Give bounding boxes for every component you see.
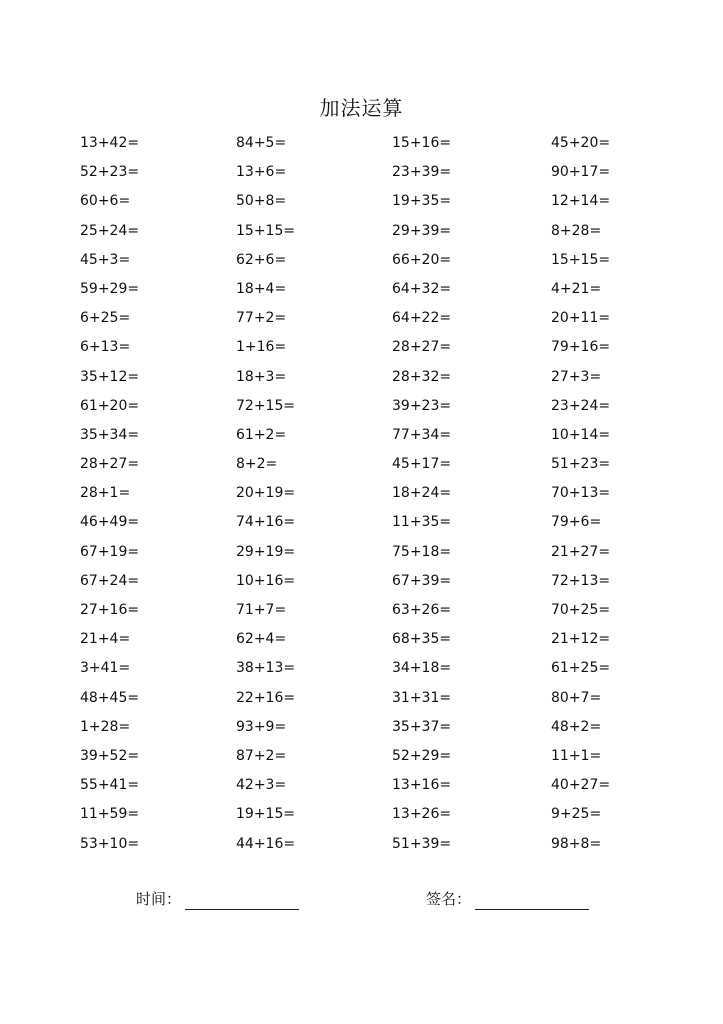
problem-item: 44+16= <box>236 835 296 852</box>
problem-item: 10+14= <box>551 426 611 443</box>
problem-row <box>0 394 723 423</box>
problem-item: 70+25= <box>551 602 611 618</box>
problem-row <box>0 335 723 364</box>
problem-item: 22+16= <box>236 689 296 706</box>
problem-row <box>0 744 723 773</box>
problem-row <box>0 131 723 160</box>
problem-item: 79+16= <box>551 339 611 356</box>
problem-row <box>0 715 723 744</box>
problem-item: 46+49= <box>80 514 140 531</box>
problem-item: 45+17= <box>392 456 452 473</box>
problem-row <box>0 569 723 598</box>
footer <box>0 888 723 912</box>
problem-item: 25+24= <box>80 222 140 239</box>
problem-item: 34+18= <box>392 660 452 677</box>
problem-item: 71+7= <box>236 602 287 618</box>
problem-item: 13+16= <box>392 777 452 794</box>
problem-item: 13+42= <box>80 135 140 151</box>
problem-item: 27+16= <box>80 602 140 618</box>
problem-item: 28+1= <box>80 485 131 502</box>
problem-item: 51+23= <box>551 456 611 473</box>
problem-item: 66+20= <box>392 251 452 268</box>
problem-item: 15+15= <box>236 222 296 239</box>
problem-item: 38+13= <box>236 660 296 677</box>
problem-item: 29+19= <box>236 543 296 560</box>
problem-item: 18+3= <box>236 368 287 385</box>
problem-item: 51+39= <box>392 835 452 852</box>
problem-item: 31+31= <box>392 689 452 706</box>
problem-item: 45+20= <box>551 135 611 151</box>
problem-item: 23+39= <box>392 164 452 181</box>
problem-item: 62+6= <box>236 251 287 268</box>
problem-item: 1+16= <box>236 339 287 356</box>
signature-field <box>426 888 589 910</box>
problem-item: 40+27= <box>551 777 611 794</box>
problem-row <box>0 598 723 627</box>
time-label: 时间： <box>136 890 182 908</box>
problem-item: 61+20= <box>80 397 140 414</box>
problem-item: 12+14= <box>551 193 611 210</box>
signature-blank-line <box>475 893 589 910</box>
problem-row <box>0 189 723 218</box>
problem-item: 80+7= <box>551 689 602 706</box>
problem-item: 29+39= <box>392 222 452 239</box>
problem-item: 21+12= <box>551 631 611 648</box>
problem-item: 4+21= <box>551 280 602 297</box>
problem-item: 77+2= <box>236 310 287 327</box>
problem-item: 28+32= <box>392 368 452 385</box>
problem-item: 20+11= <box>551 310 611 327</box>
problem-item: 39+52= <box>80 747 140 764</box>
problem-item: 98+8= <box>551 835 602 852</box>
problem-row <box>0 773 723 802</box>
problem-item: 27+3= <box>551 368 602 385</box>
problem-item: 19+35= <box>392 193 452 210</box>
problem-row <box>0 832 723 861</box>
problem-row <box>0 686 723 715</box>
problem-item: 8+28= <box>551 222 602 239</box>
problem-item: 67+24= <box>80 572 140 589</box>
problem-item: 77+34= <box>392 426 452 443</box>
problem-row <box>0 540 723 569</box>
problem-item: 87+2= <box>236 747 287 764</box>
page-title: 加法运算 <box>319 96 404 120</box>
problem-item: 9+25= <box>551 806 602 823</box>
problem-item: 55+41= <box>80 777 140 794</box>
problem-item: 50+8= <box>236 193 287 210</box>
problem-row <box>0 510 723 539</box>
problem-item: 15+16= <box>392 135 452 151</box>
problem-row <box>0 277 723 306</box>
problem-item: 48+2= <box>551 718 602 735</box>
problem-item: 52+29= <box>392 747 452 764</box>
problem-item: 53+10= <box>80 835 140 852</box>
problem-item: 28+27= <box>392 339 452 356</box>
problem-item: 60+6= <box>80 193 131 210</box>
problem-row <box>0 423 723 452</box>
problem-item: 67+19= <box>80 543 140 560</box>
problem-item: 64+32= <box>392 280 452 297</box>
problem-item: 18+24= <box>392 485 452 502</box>
problem-item: 8+2= <box>236 456 278 473</box>
problem-row <box>0 656 723 685</box>
problem-row <box>0 365 723 394</box>
problem-item: 74+16= <box>236 514 296 531</box>
problem-item: 39+23= <box>392 397 452 414</box>
problem-item: 70+13= <box>551 485 611 502</box>
problem-item: 68+35= <box>392 631 452 648</box>
problem-row <box>0 452 723 481</box>
problem-item: 75+18= <box>392 543 452 560</box>
problem-row <box>0 160 723 189</box>
problem-item: 61+25= <box>551 660 611 677</box>
problem-item: 3+41= <box>80 660 131 677</box>
problem-item: 42+3= <box>236 777 287 794</box>
problem-item: 6+13= <box>80 339 131 356</box>
problem-item: 48+45= <box>80 689 140 706</box>
signature-label: 签名： <box>426 890 472 908</box>
problem-item: 11+1= <box>551 747 602 764</box>
problem-item: 18+4= <box>236 280 287 297</box>
problem-row <box>0 306 723 335</box>
problem-item: 62+4= <box>236 631 287 648</box>
problem-item: 93+9= <box>236 718 287 735</box>
problem-item: 13+26= <box>392 806 452 823</box>
problem-item: 72+15= <box>236 397 296 414</box>
problem-item: 35+37= <box>392 718 452 735</box>
problem-item: 10+16= <box>236 572 296 589</box>
problem-item: 90+17= <box>551 164 611 181</box>
problem-item: 35+12= <box>80 368 140 385</box>
problem-item: 72+13= <box>551 572 611 589</box>
problem-item: 45+3= <box>80 251 131 268</box>
problem-row <box>0 802 723 831</box>
problem-item: 21+27= <box>551 543 611 560</box>
problem-grid <box>0 131 723 861</box>
problem-item: 67+39= <box>392 572 452 589</box>
problem-item: 20+19= <box>236 485 296 502</box>
problem-item: 11+35= <box>392 514 452 531</box>
problem-item: 35+34= <box>80 426 140 443</box>
problem-item: 28+27= <box>80 456 140 473</box>
problem-item: 79+6= <box>551 514 602 531</box>
problem-item: 11+59= <box>80 806 140 823</box>
problem-item: 19+15= <box>236 806 296 823</box>
problem-item: 15+15= <box>551 251 611 268</box>
problem-item: 1+28= <box>80 718 131 735</box>
time-blank-line <box>185 893 299 910</box>
problem-item: 52+23= <box>80 164 140 181</box>
problem-item: 13+6= <box>236 164 287 181</box>
problem-item: 64+22= <box>392 310 452 327</box>
time-field <box>136 888 299 910</box>
problem-item: 6+25= <box>80 310 131 327</box>
problem-item: 84+5= <box>236 135 287 151</box>
problem-item: 59+29= <box>80 280 140 297</box>
problem-item: 23+24= <box>551 397 611 414</box>
problem-row <box>0 627 723 656</box>
problem-item: 63+26= <box>392 602 452 618</box>
problem-row <box>0 248 723 277</box>
problem-row <box>0 219 723 248</box>
problem-row <box>0 481 723 510</box>
problem-item: 21+4= <box>80 631 131 648</box>
problem-item: 61+2= <box>236 426 287 443</box>
